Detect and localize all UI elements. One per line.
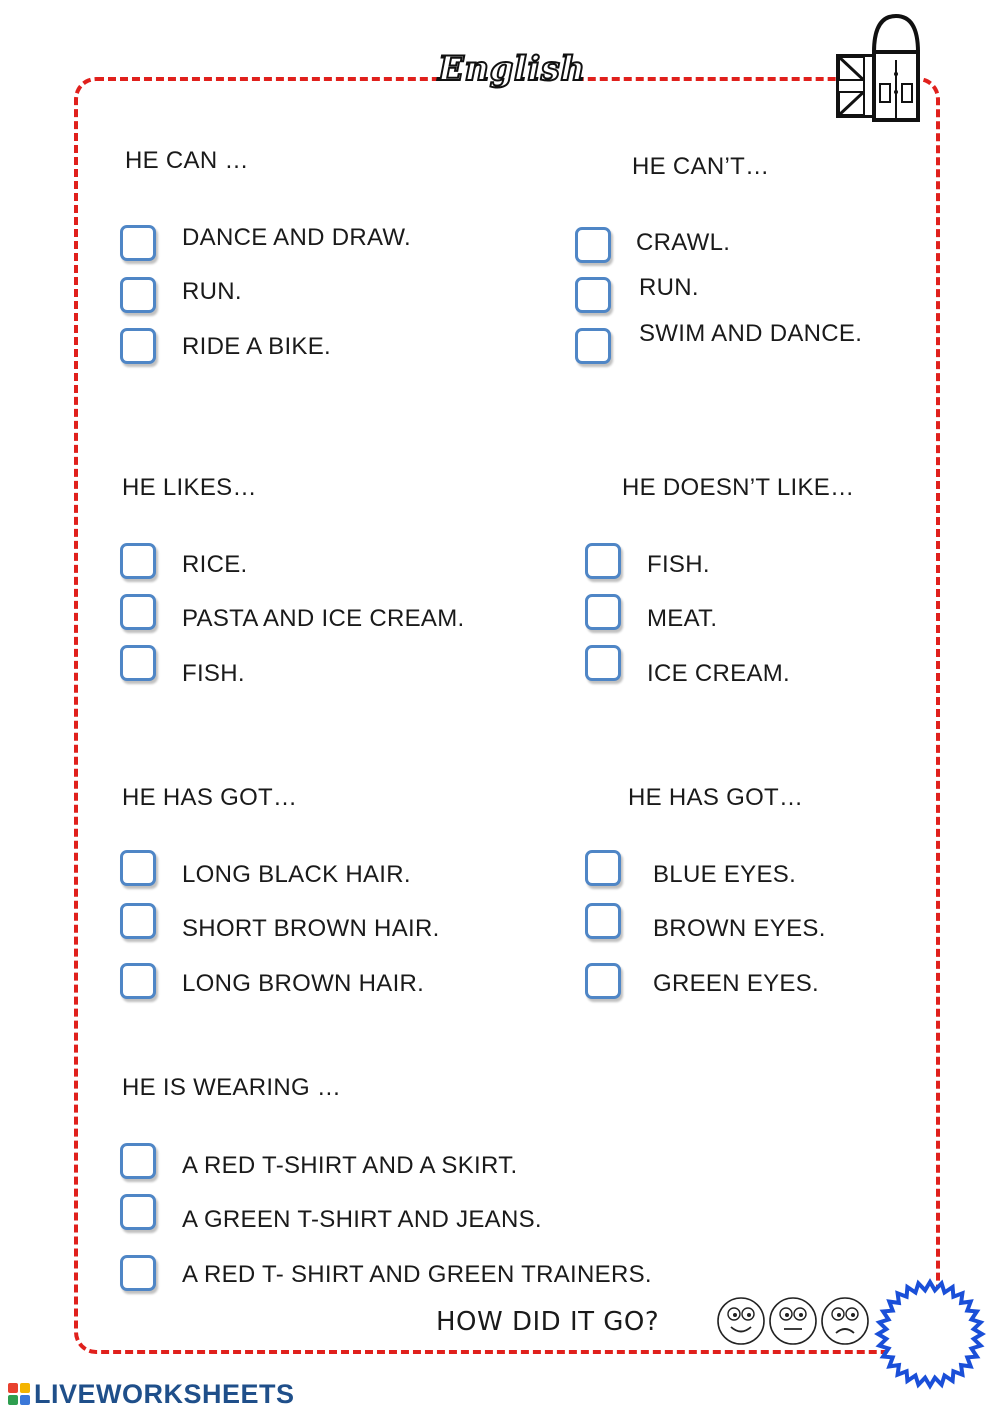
option-label: DANCE AND DRAW. [182, 224, 411, 251]
option-label: PASTA AND ICE CREAM. [182, 605, 465, 632]
option-label: FISH. [647, 551, 710, 578]
section-heading-has-got-eyes: HE HAS GOT… [628, 784, 804, 811]
option-label: A GREEN T-SHIRT AND JEANS. [182, 1206, 542, 1233]
checkbox-wearing-2[interactable] [120, 1194, 156, 1230]
checkbox-hair-2[interactable] [120, 903, 156, 939]
neutral-face-icon[interactable] [768, 1296, 818, 1346]
score-badge-icon [874, 1278, 986, 1390]
option-label: GREEN EYES. [653, 970, 820, 997]
option-label: SWIM AND DANCE. [639, 320, 863, 347]
option-label: BROWN EYES. [653, 915, 826, 942]
checkbox-cant-2[interactable] [575, 277, 611, 313]
option-label: RUN. [182, 278, 242, 305]
checkbox-doesnt-like-2[interactable] [585, 594, 621, 630]
checkbox-likes-1[interactable] [120, 543, 156, 579]
checkbox-hair-3[interactable] [120, 963, 156, 999]
option-label: RUN. [639, 274, 699, 301]
option-label: RICE. [182, 551, 248, 578]
liveworksheets-logo [8, 1378, 295, 1410]
checkbox-doesnt-like-1[interactable] [585, 543, 621, 579]
option-label: LONG BLACK HAIR. [182, 861, 411, 888]
section-heading-doesnt-like: HE DOESN’T LIKE… [622, 474, 855, 501]
option-label: A RED T- SHIRT AND GREEN TRAINERS. [182, 1261, 652, 1288]
liveworksheets-logo-icon [8, 1383, 30, 1405]
section-heading-has-got-hair: HE HAS GOT… [122, 784, 298, 811]
checkbox-can-1[interactable] [120, 225, 156, 261]
checkbox-eyes-2[interactable] [585, 903, 621, 939]
option-label: LONG BROWN HAIR. [182, 970, 425, 997]
sad-face-icon[interactable] [820, 1296, 870, 1346]
checkbox-hair-1[interactable] [120, 850, 156, 886]
checkbox-can-2[interactable] [120, 277, 156, 313]
self-assessment-prompt: HOW DID IT GO? [436, 1307, 660, 1337]
section-heading-wearing: HE IS WEARING … [122, 1074, 342, 1101]
royal-guard-icon [834, 12, 920, 124]
checkbox-eyes-1[interactable] [585, 850, 621, 886]
section-heading-likes: HE LIKES… [122, 474, 257, 501]
option-label: CRAWL. [636, 229, 731, 256]
option-label: BLUE EYES. [653, 861, 797, 888]
option-label: SHORT BROWN HAIR. [182, 915, 440, 942]
checkbox-doesnt-like-3[interactable] [585, 645, 621, 681]
checkbox-wearing-3[interactable] [120, 1255, 156, 1291]
worksheet-title: English [438, 46, 576, 92]
option-label: MEAT. [647, 605, 718, 632]
option-label: ICE CREAM. [647, 660, 791, 687]
happy-face-icon[interactable] [716, 1296, 766, 1346]
checkbox-can-3[interactable] [120, 328, 156, 364]
checkbox-cant-1[interactable] [575, 227, 611, 263]
option-label: RIDE A BIKE. [182, 333, 331, 360]
checkbox-likes-2[interactable] [120, 594, 156, 630]
checkbox-cant-3[interactable] [575, 328, 611, 364]
checkbox-likes-3[interactable] [120, 645, 156, 681]
section-heading-cant: HE CAN’T… [632, 153, 770, 180]
section-heading-can: HE CAN … [125, 147, 249, 174]
checkbox-eyes-3[interactable] [585, 963, 621, 999]
brand-name: LIVEWORKSHEETS [34, 1378, 295, 1409]
option-label: A RED T-SHIRT AND A SKIRT. [182, 1152, 518, 1179]
checkbox-wearing-1[interactable] [120, 1143, 156, 1179]
option-label: FISH. [182, 660, 245, 687]
